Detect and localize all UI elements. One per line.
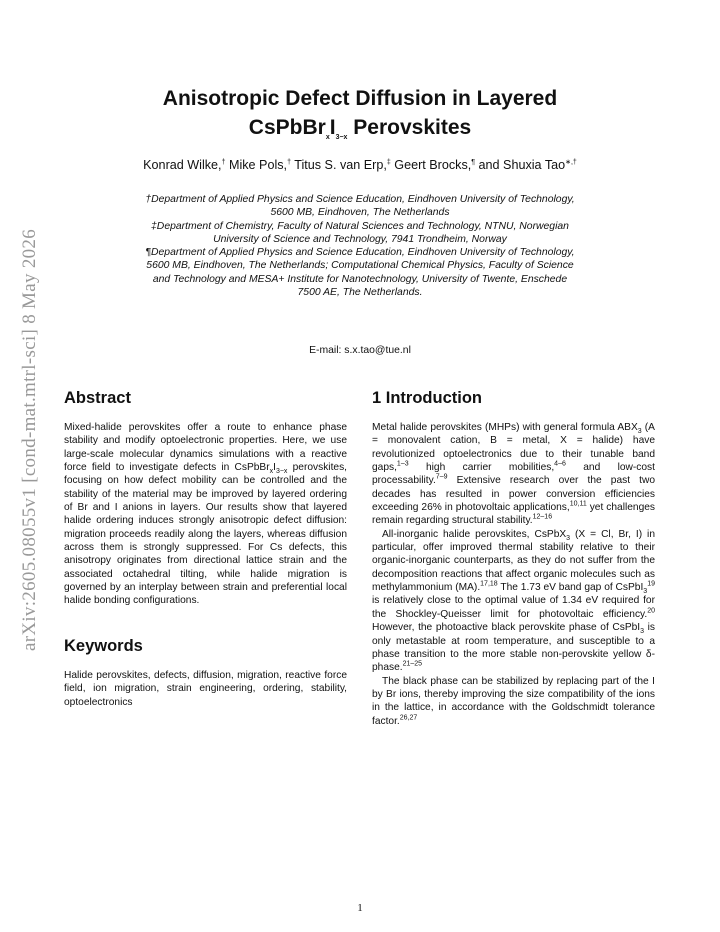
abstract-heading: Abstract xyxy=(64,389,131,407)
intro-text: Metal halide perovskites (MHPs) with general formula ABX xyxy=(372,422,638,433)
citation: 21–25 xyxy=(402,660,423,668)
formula-subscript: 3 xyxy=(640,628,645,636)
affiliation-line: ¶Department of Applied Physics and Science Education, Eindhoven University of Technology, xyxy=(145,247,575,259)
author-list xyxy=(60,158,660,172)
author-mark: † xyxy=(287,158,291,166)
title-formula-cspbbr: CsPbBr xyxy=(248,116,326,139)
formula-subscript: 3 xyxy=(566,534,571,542)
intro-text: The 1.73 eV band gap of CsPbI xyxy=(497,582,644,594)
abstract-body xyxy=(64,421,347,608)
citation: 4–6 xyxy=(554,460,566,468)
author-mark: ‡ xyxy=(386,158,391,166)
citation: 20 xyxy=(647,607,655,615)
intro-paragraph-2 xyxy=(372,528,655,675)
author-name: and Shuxia Tao xyxy=(475,158,566,172)
intro-text: (X = Cl, Br, I) in particular, offer improved thermal stability relative to their organic-inorganic counterparts, as they do not suffer from the decomposition reactions that affect organic molecules such as methylammonium (MA). xyxy=(372,528,655,594)
citation: 10,11 xyxy=(569,500,587,508)
author-name: Titus S. van Erp, xyxy=(290,158,387,172)
title-line-1: Anisotropic Defect Diffusion in Layered xyxy=(162,87,558,110)
abstract-text-1: Mixed-halide perovskites offer a route to enhance phase stability and modify optoelectronic properties. Here, we use large-scale molecular dynamics simulations with a reactive force field to investigate defects in CsPbBr xyxy=(64,422,347,474)
keywords-body: Halide perovskites, defects, diffusion, migration, reactive force field, ion migration, strain engineering, ordering, stability, optoelectronics xyxy=(64,669,347,708)
paper-title xyxy=(60,84,660,142)
citation: 1–3 xyxy=(396,460,409,468)
abstract-sub-3x: 3−x xyxy=(275,468,288,476)
author-mark: ¶ xyxy=(471,158,476,166)
citation: 12–16 xyxy=(532,514,553,522)
affiliation-line: ‡Department of Chemistry, Faculty of Natural Sciences and Technology, NTNU, Norwegian xyxy=(151,220,569,232)
affiliation-line: University of Science and Technology, 7941 Trondheim, Norway xyxy=(213,233,507,245)
intro-text: is relatively close to the optimal value of 1.34 eV required for the Shockley-Queisser limit for photovoltaic efficiency. xyxy=(372,595,655,620)
author-name: Konrad Wilke, xyxy=(143,158,222,172)
formula-subscript: 3 xyxy=(637,428,642,436)
affiliation-line: 5600 MB, Eindhoven, The Netherlands; Computational Chemical Physics, Faculty of Science xyxy=(146,260,574,272)
keywords-heading: Keywords xyxy=(64,636,143,655)
intro-text: yet challenges remain regarding structural stability. xyxy=(372,502,655,527)
author-name: Mike Pols, xyxy=(225,158,288,172)
contact-email: E-mail: s.x.tao@tue.nl xyxy=(309,345,411,356)
author-name: Geert Brocks, xyxy=(390,158,472,172)
intro-paragraph-3 xyxy=(372,675,655,728)
formula-subscript: 3 xyxy=(643,588,648,596)
intro-paragraph-1 xyxy=(372,421,655,528)
arxiv-stamp-text: arXiv:2605.08055v1 [cond-mat.mtrl-sci] 8 May 2026 xyxy=(19,228,40,652)
citation: 17,18 xyxy=(480,580,498,588)
intro-text: is only metastable at room temperature, and susceptible to a phase transition to the more stable non-perovskite yellow δ-phase. xyxy=(372,622,656,674)
intro-text: Extensive research over the past two decades has resulted in power conversion efficiencies exceeding 26% in photovoltaic applications, xyxy=(372,475,655,514)
citation: 26,27 xyxy=(399,714,418,722)
intro-text: All-inorganic halide perovskites, CsPbX xyxy=(382,528,567,540)
citation: 19 xyxy=(647,580,655,588)
intro-text: The black phase can be stabilized by replacing part of the I by Br ions, thereby improving the size compatibility of the ions in the lattice, in accordance with the Goldschmidt tolerance factor. xyxy=(372,675,655,727)
title-sub-3x: 3−x xyxy=(335,134,348,142)
intro-text: high carrier mobilities, xyxy=(408,462,555,474)
abstract-sub-x: x xyxy=(269,468,274,476)
introduction-heading: 1 Introduction xyxy=(372,389,482,407)
intro-text: (A = monovalent cation, B = metal, X = halide) have revolutionized optoelectronics due to their tunable band gaps, xyxy=(372,422,655,474)
author-mark: ∗,† xyxy=(565,158,577,166)
title-line-2 xyxy=(60,113,660,142)
citation: 7–9 xyxy=(435,473,448,481)
page-number: 1 xyxy=(357,902,363,914)
right-column xyxy=(372,388,655,728)
affiliation-line: 5600 MB, Eindhoven, The Netherlands xyxy=(270,207,450,219)
abstract-formula-i: I xyxy=(273,462,276,474)
affiliation-line: and Technology and MESA+ Institute for Nanotechnology, University of Twente, Enschede xyxy=(152,273,568,285)
affiliation-line: †Department of Applied Physics and Science Education, Eindhoven University of Technology, xyxy=(145,194,575,205)
title-formula-i: I xyxy=(329,116,336,139)
title-suffix: Perovskites xyxy=(347,116,472,139)
abstract-text-2: perovskites, focusing on how defect mobility can be controlled and the stability of the material may be improved by layered ordering of Br and I anions in layers. Our results show that layered halide ordering induces strongly anisotropic defect diffusion: migration proceeds readily along the layers, whereas diffusion across them is strongly suppressed. For Cs defects, this anisotropy originates from directional lattice strain and the associated octahedral tilting, while halide migration is governed by an interplay between strain and preferential local halide bonding configurations. xyxy=(64,462,347,607)
affiliation-line: 7500 AE, The Netherlands. xyxy=(297,287,423,299)
title-sub-x: x xyxy=(325,134,330,142)
left-column xyxy=(64,388,347,709)
intro-text: and low-cost processability. xyxy=(372,462,655,487)
arxiv-stamp xyxy=(18,210,42,670)
author-mark: † xyxy=(221,158,226,166)
affiliations xyxy=(70,193,650,299)
intro-text: However, the photoactive black perovskite phase of CsPbI xyxy=(372,622,641,634)
